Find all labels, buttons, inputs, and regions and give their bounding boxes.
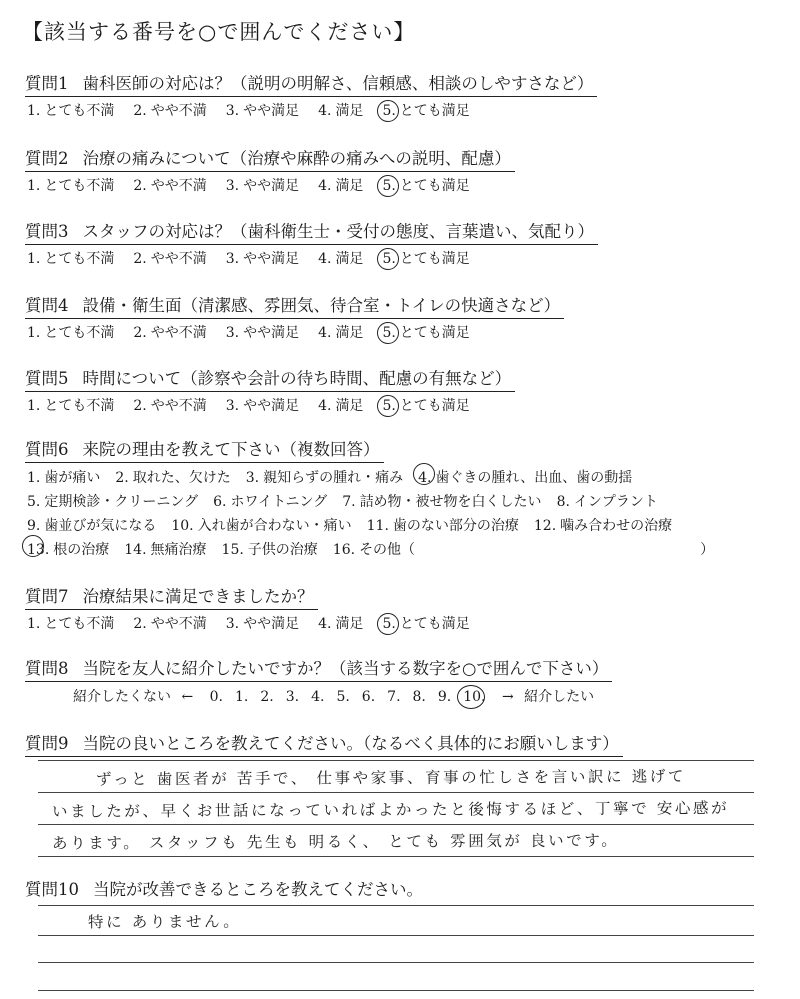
- option-number: 3.: [225, 616, 240, 632]
- reason-option[interactable]: [115, 466, 230, 490]
- reason-option[interactable]: [27, 514, 156, 538]
- answer-options: [25, 248, 785, 268]
- option-label: 歯ぐきの腫れ、出血、歯の動揺: [435, 470, 633, 486]
- reason-option[interactable]: [418, 466, 632, 490]
- reason-options: [25, 466, 785, 562]
- option-label: 詰め物・被せ物を白くしたい: [359, 494, 542, 510]
- option-1[interactable]: [27, 175, 114, 195]
- option-label: とても不満: [44, 398, 115, 414]
- option-number: 5.: [382, 251, 396, 267]
- options-row: [27, 490, 785, 514]
- option-label: やや満足: [243, 398, 300, 414]
- option-number: 3.: [225, 103, 240, 119]
- option-label: インプラント: [573, 494, 658, 510]
- option-4[interactable]: [318, 395, 363, 415]
- question-title: [25, 655, 612, 682]
- option-number: 2.: [115, 470, 129, 486]
- option-label: やや不満: [150, 251, 207, 267]
- option-number: 9.: [27, 518, 41, 534]
- scale-left-label: 紹介したくない: [73, 689, 171, 705]
- right-arrow-icon: →: [501, 689, 514, 705]
- option-number: 4.: [418, 466, 431, 490]
- scale-right-label: 紹介したい: [524, 689, 595, 705]
- option-label: とても満足: [399, 103, 470, 119]
- option-label: とても不満: [44, 251, 115, 267]
- option-number: 8.: [556, 494, 570, 510]
- option-number: 2.: [133, 398, 147, 414]
- options-row: [27, 466, 785, 490]
- question-number: 質問10: [25, 880, 79, 899]
- option-number: 11.: [366, 518, 389, 534]
- question-number: 質問4: [25, 296, 69, 315]
- option-5[interactable]: [382, 100, 469, 120]
- answer-line: [38, 990, 754, 991]
- reason-option[interactable]: [27, 538, 109, 562]
- reason-option[interactable]: [342, 490, 541, 514]
- option-3[interactable]: [226, 613, 299, 633]
- reason-option[interactable]: [124, 538, 206, 562]
- question-number: 質問3: [25, 222, 69, 241]
- scale-option[interactable]: 2.: [260, 689, 274, 705]
- question-6: [25, 436, 785, 562]
- handwritten-answer-line: ずっと 歯医者が 苦手で、 仕事や家事、育事の忙しさを言い訳に 逃げて: [95, 767, 687, 789]
- answer-line: [38, 792, 754, 793]
- option-number: 1.: [27, 616, 41, 632]
- question-text: 歯科医師の対応は？（説明の明解さ、信頼感、相談のしやすさなど）: [82, 74, 594, 93]
- option-number: 4.: [318, 103, 332, 119]
- option-label: 入れ歯が合わない・痛い: [197, 518, 352, 534]
- option-number: 4.: [318, 616, 332, 632]
- question-title: [25, 292, 564, 319]
- handwritten-answer-line: いましたが、早くお世話になっていればよかったと後悔するほど、丁寧で 安心感が: [51, 799, 730, 821]
- option-number: 6.: [213, 494, 227, 510]
- option-number: 5.: [382, 325, 396, 341]
- left-arrow-icon: ←: [181, 689, 194, 705]
- option-number: 2.: [133, 325, 147, 341]
- option-number: 10.: [171, 518, 194, 534]
- option-number: 2.: [133, 251, 147, 267]
- question-number: 質問5: [25, 369, 69, 388]
- option-label: 噛み合わせの治療: [560, 518, 673, 534]
- option-number: 1.: [27, 103, 41, 119]
- reason-option[interactable]: [27, 490, 198, 514]
- option-label: やや満足: [243, 178, 300, 194]
- scale-numbers: [204, 689, 492, 705]
- option-number: 1.: [27, 470, 41, 486]
- option-label: やや不満: [150, 398, 207, 414]
- option-number: 4.: [318, 398, 332, 414]
- option-2[interactable]: [133, 322, 206, 342]
- scale-option[interactable]: 5.: [336, 689, 350, 705]
- option-5[interactable]: [382, 175, 469, 195]
- option-5[interactable]: [382, 613, 469, 633]
- options-row: [27, 538, 785, 562]
- reason-option[interactable]: [367, 514, 519, 538]
- option-1[interactable]: [27, 613, 114, 633]
- answer-options: [25, 395, 785, 415]
- question-3: [25, 218, 785, 268]
- option-number: 3.: [225, 178, 240, 194]
- option-3[interactable]: [226, 395, 299, 415]
- answer-line: [38, 962, 754, 963]
- option-label: とても不満: [44, 178, 115, 194]
- option-label: 歯並びが気になる: [44, 518, 157, 534]
- other-close-paren: ）: [700, 542, 715, 558]
- recommend-scale: [25, 686, 785, 706]
- option-3[interactable]: [226, 322, 299, 342]
- option-label: とても満足: [399, 325, 470, 341]
- question-text: 治療結果に満足できましたか？: [82, 587, 314, 606]
- option-label: 定期検診・クリーニング: [44, 494, 199, 510]
- option-number: 2.: [133, 178, 147, 194]
- scale-option[interactable]: 6.: [361, 689, 376, 705]
- option-number: 5.: [382, 398, 396, 414]
- option-number: 12.: [533, 518, 557, 534]
- question-1: [25, 70, 785, 120]
- option-label: とても満足: [399, 398, 470, 414]
- option-4[interactable]: [318, 175, 363, 195]
- option-4[interactable]: [318, 100, 363, 120]
- question-10: [25, 876, 785, 902]
- answer-options: [25, 100, 785, 120]
- option-number: 1.: [27, 178, 41, 194]
- option-4[interactable]: [318, 248, 363, 268]
- question-7: [25, 583, 785, 633]
- handwritten-answer-line: 特に ありません。: [87, 912, 242, 932]
- option-1[interactable]: [27, 248, 114, 268]
- option-number: 5.: [382, 178, 396, 194]
- option-label: その他（: [359, 542, 416, 558]
- question-title: [25, 583, 318, 610]
- option-label: 無痛治療: [150, 542, 207, 558]
- option-2[interactable]: [133, 100, 206, 120]
- question-title: [25, 436, 384, 463]
- scale-option[interactable]: 10.: [463, 689, 486, 705]
- option-label: 親知らずの腫れ・痛み: [263, 470, 404, 486]
- option-number: 2.: [133, 103, 147, 119]
- instruction-heading: 【該当する番号を○で囲んでください】: [22, 20, 416, 44]
- option-label: とても不満: [44, 325, 115, 341]
- option-number: 5.: [27, 494, 41, 510]
- answer-line: [38, 760, 754, 761]
- option-label: とても満足: [399, 178, 470, 194]
- option-label: やや不満: [150, 178, 207, 194]
- option-label: 満足: [335, 325, 364, 341]
- option-label: とても満足: [399, 251, 470, 267]
- scale-option[interactable]: 0.: [209, 689, 223, 705]
- option-label: やや満足: [243, 251, 300, 267]
- question-number: 質問6: [25, 440, 69, 459]
- option-label: 子供の治療: [247, 542, 318, 558]
- option-5[interactable]: [382, 322, 469, 342]
- reason-option[interactable]: [534, 514, 672, 538]
- option-3[interactable]: [226, 248, 299, 268]
- question-text: 治療の痛みについて（治療や麻酔の痛みへの説明、配慮）: [82, 149, 511, 168]
- handwritten-answer-line: あります。 スタッフも 先生も 明るく、 とても 雰囲気が 良いです。: [51, 831, 620, 853]
- reason-option[interactable]: [171, 514, 351, 538]
- option-label: とても不満: [44, 103, 115, 119]
- question-title: [25, 730, 623, 757]
- option-number: 4.: [318, 178, 332, 194]
- question-number: 質問1: [25, 74, 69, 93]
- option-label: 根の治療: [53, 542, 110, 558]
- option-3[interactable]: [226, 175, 299, 195]
- option-label: 歯が痛い: [44, 470, 101, 486]
- question-4: [25, 292, 785, 342]
- option-5[interactable]: [382, 248, 469, 268]
- scale-option[interactable]: 3.: [285, 689, 300, 705]
- option-label: やや満足: [243, 103, 300, 119]
- option-2[interactable]: [133, 395, 206, 415]
- question-title: [25, 218, 598, 245]
- option-number: 16.: [332, 542, 356, 558]
- scale-option[interactable]: 7.: [387, 689, 401, 705]
- question-title: [25, 70, 597, 97]
- option-label: 満足: [335, 103, 364, 119]
- option-label: やや不満: [150, 616, 207, 632]
- option-2[interactable]: [133, 175, 206, 195]
- reason-option[interactable]: [333, 538, 415, 562]
- option-number: 15.: [221, 542, 244, 558]
- option-label: やや満足: [243, 325, 300, 341]
- question-number: 質問2: [25, 149, 69, 168]
- scale-option[interactable]: 8.: [412, 689, 426, 705]
- scale-option[interactable]: 1.: [235, 689, 249, 705]
- question-number: 質問8: [25, 659, 69, 678]
- answer-line: [38, 856, 754, 857]
- option-number: 1.: [27, 251, 41, 267]
- option-2[interactable]: [133, 248, 206, 268]
- option-label: 満足: [335, 398, 364, 414]
- question-text: 当院の良いところを教えてください。（なるべく具体的にお願いします）: [82, 734, 619, 753]
- option-number: 3.: [225, 251, 240, 267]
- option-label: やや満足: [243, 616, 300, 632]
- question-8: [25, 655, 785, 706]
- reason-option[interactable]: [557, 490, 658, 514]
- option-number: 4.: [318, 325, 332, 341]
- option-2[interactable]: [133, 613, 206, 633]
- option-label: 歯のない部分の治療: [392, 518, 519, 534]
- option-label: 満足: [335, 251, 364, 267]
- answer-options: [25, 613, 785, 633]
- options-row: [27, 514, 785, 538]
- option-label: とても満足: [399, 616, 470, 632]
- option-label: やや不満: [150, 103, 207, 119]
- option-number: 2.: [133, 616, 147, 632]
- question-text: 来院の理由を教えて下さい（複数回答）: [82, 440, 380, 459]
- question-2: [25, 145, 785, 195]
- question-text: 時間について（診察や会計の待ち時間、配慮の有無など）: [82, 369, 512, 388]
- question-text: 当院を友人に紹介したいですか？（該当する数字を○で囲んで下さい）: [82, 659, 609, 678]
- option-label: 取れた、欠けた: [132, 470, 231, 486]
- option-number: 5.: [382, 616, 396, 632]
- scale-option[interactable]: 4.: [311, 689, 325, 705]
- option-number: 1.: [27, 398, 41, 414]
- question-number: 質問7: [25, 587, 69, 606]
- question-9: [25, 730, 785, 757]
- option-label: ホワイトニング: [230, 494, 328, 510]
- option-number: 3.: [245, 470, 260, 486]
- answer-line: [38, 935, 754, 936]
- question-5: [25, 365, 785, 415]
- scale-option[interactable]: 9.: [437, 689, 452, 705]
- answer-options: [25, 322, 785, 342]
- option-label: やや不満: [150, 325, 207, 341]
- option-5[interactable]: [382, 395, 469, 415]
- option-4[interactable]: [318, 613, 363, 633]
- option-1[interactable]: [27, 100, 114, 120]
- option-1[interactable]: [27, 322, 114, 342]
- option-number: 13.: [27, 538, 49, 562]
- question-text: 設備・衛生面（清潔感、雰囲気、待合室・トイレの快適さなど）: [82, 296, 561, 315]
- option-4[interactable]: [318, 322, 363, 342]
- option-label: 満足: [335, 616, 364, 632]
- question-text: 当院が改善できるところを教えてください。: [93, 880, 423, 899]
- answer-line: [38, 824, 754, 825]
- option-number: 3.: [225, 325, 240, 341]
- answer-options: [25, 175, 785, 195]
- option-number: 3.: [225, 398, 240, 414]
- reason-option[interactable]: [222, 538, 318, 562]
- option-1[interactable]: [27, 395, 114, 415]
- question-title: [25, 145, 515, 172]
- option-number: 1.: [27, 325, 41, 341]
- reason-option[interactable]: [27, 466, 100, 490]
- option-number: 14.: [124, 542, 147, 558]
- option-3[interactable]: [226, 100, 299, 120]
- option-number: 4.: [318, 251, 332, 267]
- option-label: 満足: [335, 178, 364, 194]
- question-text: スタッフの対応は？（歯科衛生士・受付の態度、言葉遣い、気配り）: [82, 222, 594, 241]
- reason-option[interactable]: [246, 466, 403, 490]
- question-number: 質問9: [25, 734, 69, 753]
- reason-option[interactable]: [213, 490, 327, 514]
- question-title: [25, 876, 427, 902]
- option-number: 5.: [382, 103, 396, 119]
- option-number: 7.: [342, 494, 356, 510]
- answer-line: [38, 905, 754, 906]
- question-title: [25, 365, 515, 392]
- option-label: とても不満: [44, 616, 115, 632]
